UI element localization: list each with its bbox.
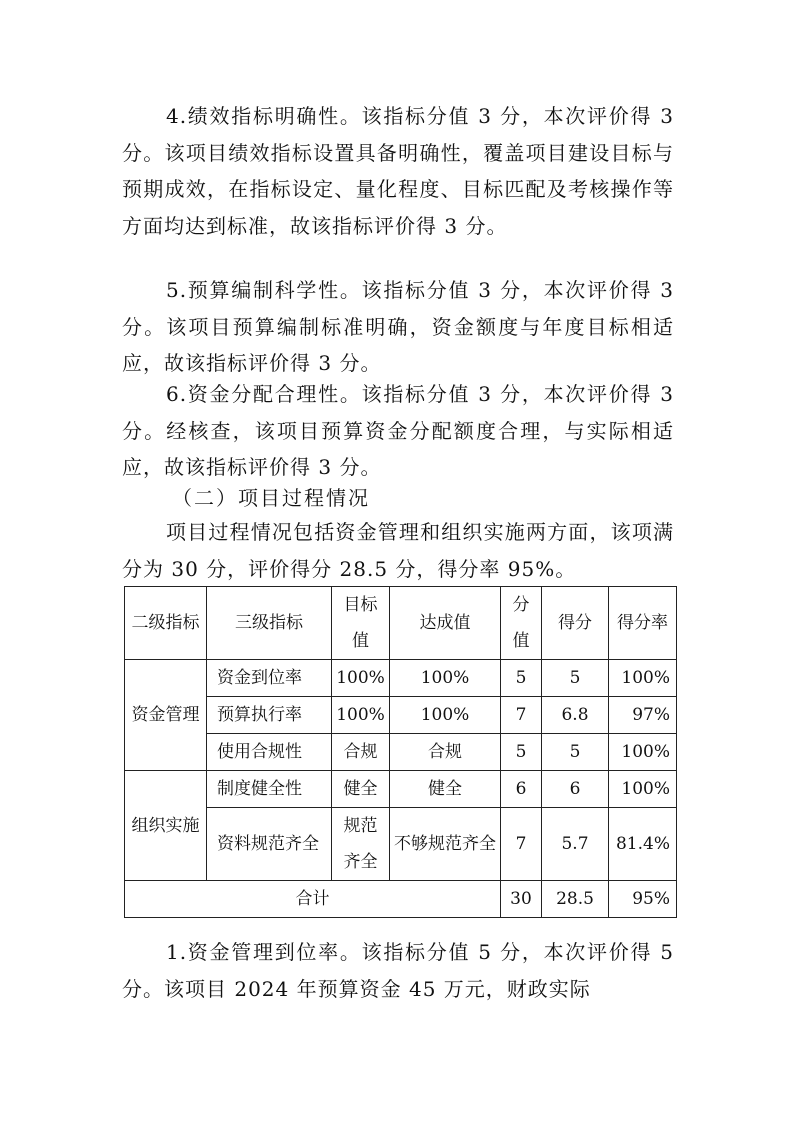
score-cell: 5 [542, 734, 609, 771]
rate-cell: 81.4% [609, 808, 677, 881]
paragraph-performance-indicator: 4.绩效指标明确性。该指标分值 3 分，本次评价得 3 分。该项目绩效指标设置具备明确性，覆盖项目建设目标与预期成效，在指标设定、量化程度、目标匹配及考核操作等方面均达到标准，故该指标评价得 3 分。 [122, 104, 674, 238]
target-cell: 健全 [332, 771, 390, 808]
table-row [125, 734, 677, 771]
target-cell: 合规 [332, 734, 390, 771]
table-row [125, 771, 677, 808]
header-level2: 二级指标 [125, 587, 207, 660]
score-cell: 6.8 [542, 697, 609, 734]
rate-cell: 97% [609, 697, 677, 734]
table-row [125, 808, 677, 881]
header-achieved: 达成值 [390, 587, 501, 660]
paragraph-fund-arrival: 1.资金管理到位率。该指标分值 5 分，本次评价得 5 分。该项目 2024 年预算资金 45 万元，财政实际 [122, 940, 674, 1001]
total-label: 合计 [125, 881, 501, 918]
paragraph-budget-compilation: 5.预算编制科学性。该指标分值 3 分，本次评价得 3 分。该项目预算编制标准明确，资金额度与年度目标相适应，故该指标评价得 3 分。 [122, 278, 674, 375]
rate-cell: 100% [609, 660, 677, 697]
score-cell: 6 [542, 771, 609, 808]
achieved-cell: 100% [390, 660, 501, 697]
achieved-cell: 健全 [390, 771, 501, 808]
target-cell: 规范齐全 [332, 808, 390, 881]
target-cell: 100% [332, 660, 390, 697]
paragraph-fund-allocation: 6.资金分配合理性。该指标分值 3 分，本次评价得 3 分。经核查，该项目预算资金分配额度合理，与实际相适应，故该指标评价得 3 分。 [122, 382, 674, 479]
section-heading: （二）项目过程情况 [172, 486, 370, 510]
table-row [125, 697, 677, 734]
indicator-cell: 资料规范齐全 [207, 808, 332, 881]
achieved-cell: 不够规范齐全 [390, 808, 501, 881]
header-score: 得分 [542, 587, 609, 660]
points-cell: 5 [501, 660, 542, 697]
points-cell: 7 [501, 697, 542, 734]
points-cell: 7 [501, 808, 542, 881]
target-cell: 100% [332, 697, 390, 734]
score-cell: 5 [542, 660, 609, 697]
indicator-cell: 制度健全性 [207, 771, 332, 808]
table-row [125, 660, 677, 697]
indicator-cell: 预算执行率 [207, 697, 332, 734]
achieved-cell: 100% [390, 697, 501, 734]
rate-cell: 100% [609, 734, 677, 771]
points-cell: 5 [501, 734, 542, 771]
score-table [124, 586, 677, 918]
rate-cell: 100% [609, 771, 677, 808]
paragraph-process-intro: 项目过程情况包括资金管理和组织实施两方面，该项满分为 30 分，评价得分 28.5 分，得分率 95%。 [122, 520, 674, 581]
indicator-cell: 使用合规性 [207, 734, 332, 771]
header-points: 分值 [501, 587, 542, 660]
group-name: 组织实施 [125, 771, 207, 881]
table-header-row [125, 587, 677, 660]
header-level3: 三级指标 [207, 587, 332, 660]
header-target: 目标值 [332, 587, 390, 660]
group-name: 资金管理 [125, 660, 207, 771]
total-score: 28.5 [542, 881, 609, 918]
total-rate: 95% [609, 881, 677, 918]
score-cell: 5.7 [542, 808, 609, 881]
achieved-cell: 合规 [390, 734, 501, 771]
indicator-cell: 资金到位率 [207, 660, 332, 697]
points-cell: 6 [501, 771, 542, 808]
total-points: 30 [501, 881, 542, 918]
header-rate: 得分率 [609, 587, 677, 660]
table-total-row [125, 881, 677, 918]
